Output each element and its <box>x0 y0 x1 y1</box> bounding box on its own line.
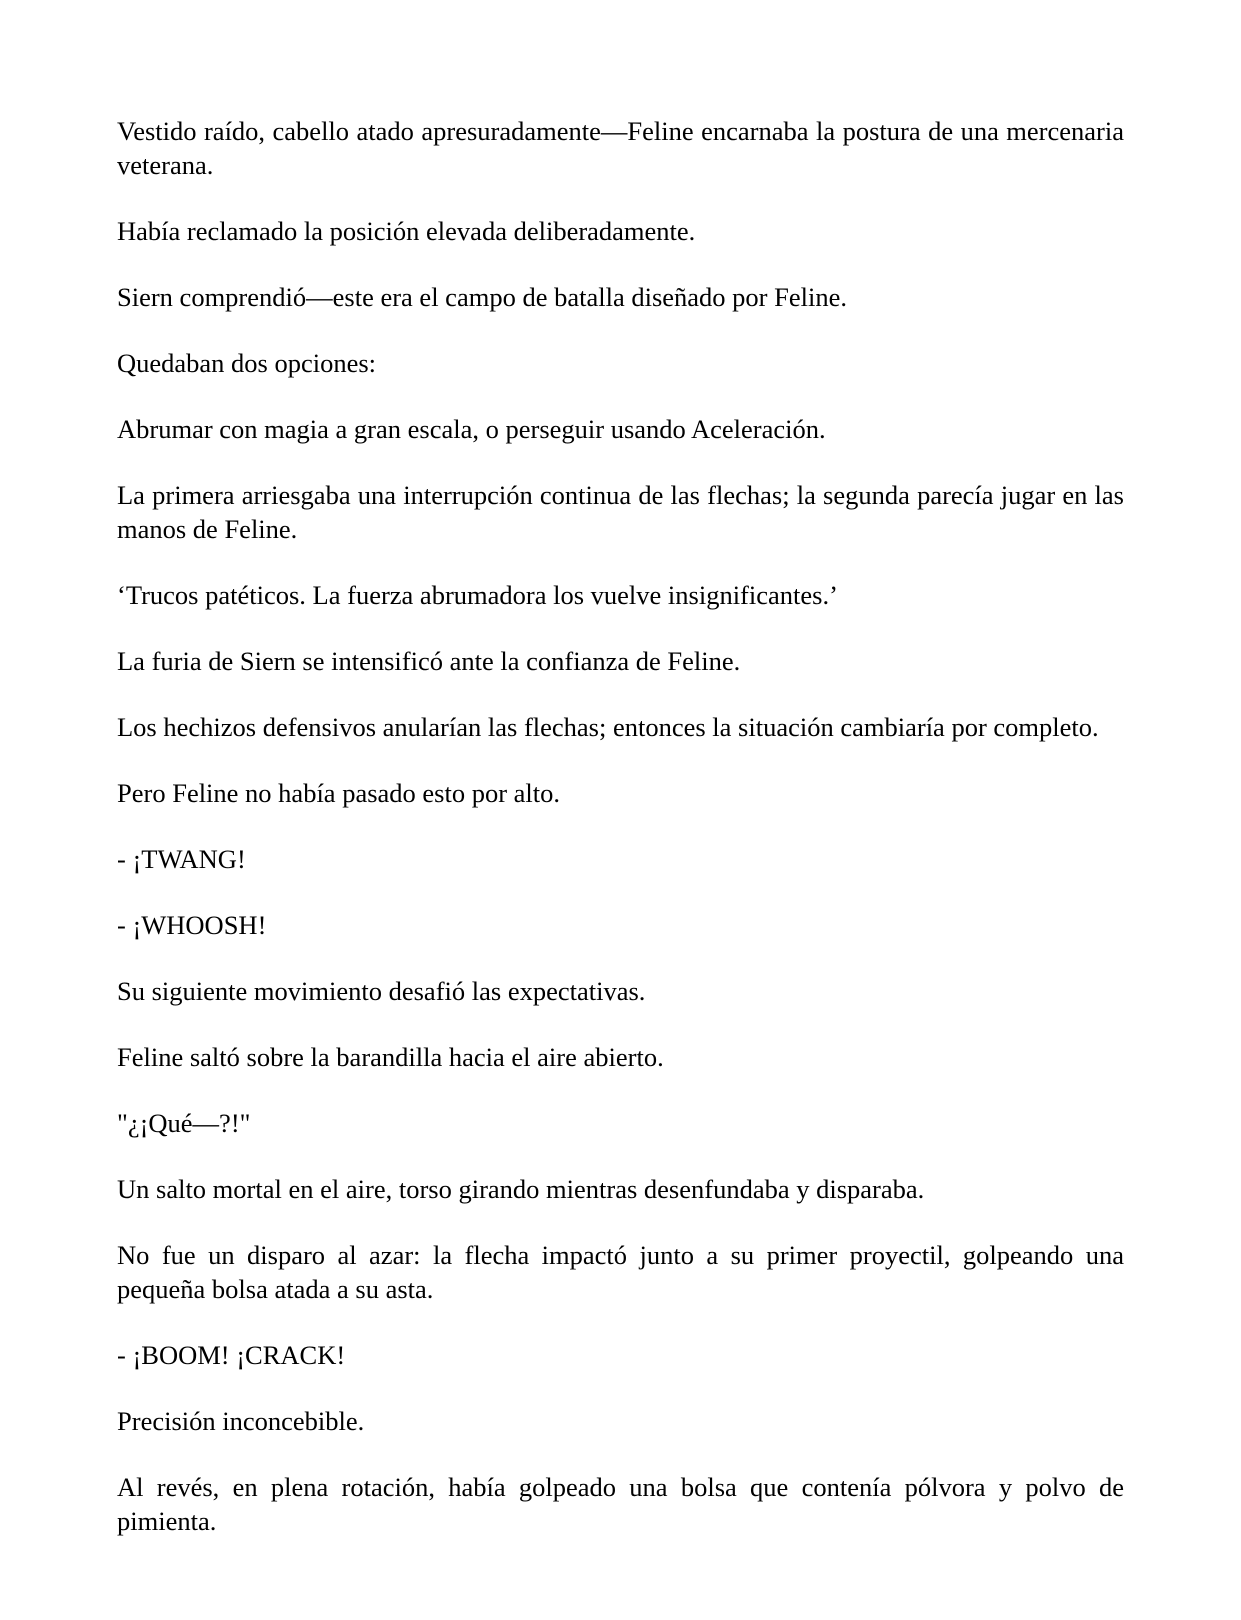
paragraph: La primera arriesgaba una interrupción continua de las flechas; la segunda parecía jugar en las manos de Feline. <box>117 480 1124 544</box>
paragraph: Vestido raído, cabello atado apresuradamente—Feline encarnaba la postura de una mercenaria veterana. <box>117 116 1124 180</box>
paragraph: Abrumar con magia a gran escala, o perseguir usando Aceleración. <box>117 414 826 444</box>
paragraph: La furia de Siern se intensificó ante la confianza de Feline. <box>117 646 741 676</box>
paragraph: Feline saltó sobre la barandilla hacia el aire abierto. <box>117 1042 664 1072</box>
paragraph: Al revés, en plena rotación, había golpeado una bolsa que contenía pólvora y polvo de pimienta. <box>117 1472 1124 1536</box>
paragraph: Siern comprendió—este era el campo de batalla diseñado por Feline. <box>117 282 847 312</box>
paragraph: Quedaban dos opciones: <box>117 348 377 378</box>
paragraph: ‘Trucos patéticos. La fuerza abrumadora los vuelve insignificantes.’ <box>117 580 838 610</box>
sound-effect-line: - ¡BOOM! ¡CRACK! <box>117 1340 346 1370</box>
paragraph: Pero Feline no había pasado esto por alto. <box>117 778 561 808</box>
paragraph: Su siguiente movimiento desafió las expectativas. <box>117 976 646 1006</box>
paragraph: Los hechizos defensivos anularían las flechas; entonces la situación cambiaría por completo. <box>117 712 1099 742</box>
paragraph: Un salto mortal en el aire, torso girando mientras desenfundaba y disparaba. <box>117 1174 925 1204</box>
paragraph: Había reclamado la posición elevada deliberadamente. <box>117 216 696 246</box>
paragraph: Precisión inconcebible. <box>117 1406 365 1436</box>
sound-effect-line: - ¡WHOOSH! <box>117 910 267 940</box>
dialogue-line: "¿¡Qué—?!" <box>117 1108 251 1138</box>
sound-effect-line: - ¡TWANG! <box>117 844 246 874</box>
paragraph: No fue un disparo al azar: la flecha impactó junto a su primer proyectil, golpeando una pequeña bolsa atada a su asta. <box>117 1240 1124 1304</box>
document-body <box>117 114 1124 1538</box>
